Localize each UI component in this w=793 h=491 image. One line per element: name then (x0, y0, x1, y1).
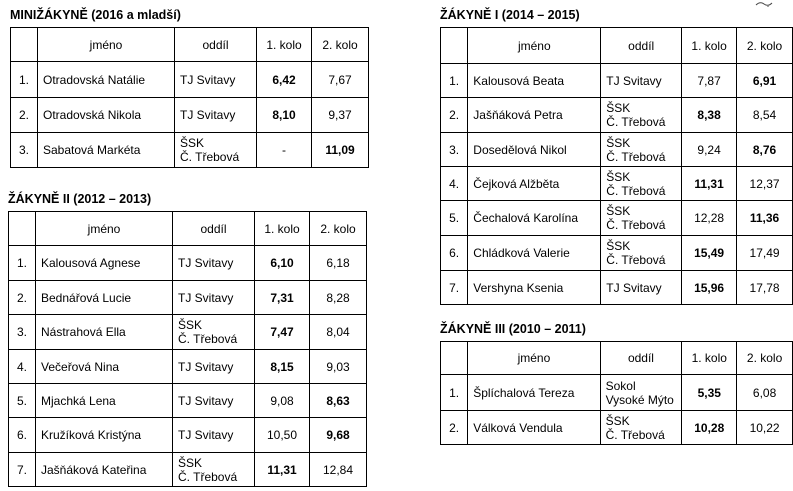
table-row (441, 375, 793, 411)
score-round-2: 10,22 (737, 411, 793, 445)
score-round-2: 6,08 (737, 375, 793, 411)
score-round-2: 17,49 (737, 236, 793, 271)
athlete-name: Mjachká Lena (36, 384, 173, 418)
row-position: 1. (11, 62, 38, 98)
header-club: oddíl (600, 342, 682, 375)
table-row (9, 418, 367, 453)
header-name: jméno (468, 342, 600, 375)
category-mini (10, 8, 369, 168)
category-z2 (8, 192, 367, 487)
score-round-2: 8,54 (737, 98, 793, 133)
athlete-name: Otradovská Nikola (38, 98, 175, 133)
results-table (10, 27, 369, 168)
athlete-name: Nástrahová Ella (36, 315, 173, 350)
score-round-2: 9,37 (312, 98, 369, 133)
row-position: 4. (441, 167, 468, 201)
header-round-2: 2. kolo (737, 342, 793, 375)
score-round-1: 8,38 (682, 98, 737, 133)
table-row (9, 453, 367, 487)
row-position: 5. (441, 201, 468, 236)
athlete-name: Vershyna Ksenia (468, 271, 601, 305)
row-position: 6. (441, 236, 468, 271)
table-row (441, 98, 793, 133)
results-table (440, 341, 793, 445)
results-table (440, 27, 793, 305)
table-row (441, 201, 793, 236)
results-table (8, 211, 367, 487)
club-name: Sokol Vysoké Mýto (600, 375, 682, 411)
row-position: 7. (9, 453, 36, 487)
score-round-1: 7,31 (255, 281, 310, 315)
row-position: 1. (9, 246, 36, 281)
score-round-1: 6,42 (257, 62, 312, 98)
club-name: ŠSK Č. Třebová (601, 201, 682, 236)
category-z3 (440, 322, 793, 445)
score-round-2: 11,36 (737, 201, 793, 236)
athlete-name: Jašňáková Petra (468, 98, 601, 133)
score-round-1: 15,96 (682, 271, 737, 305)
row-position: 2. (441, 98, 468, 133)
score-round-2: 8,28 (310, 281, 367, 315)
category-title: MINIŽÁKYNĚ (2016 a mladší) (10, 8, 181, 22)
score-round-2: 11,09 (312, 133, 369, 168)
club-name: TJ Svitavy (173, 246, 255, 281)
table-row (9, 246, 367, 281)
club-name: ŠSK Č. Třebová (601, 236, 682, 271)
header-row (11, 28, 369, 62)
category-title: ŽÁKYNĚ I (2014 – 2015) (440, 8, 580, 22)
score-round-2: 9,03 (310, 350, 367, 384)
header-pos (441, 342, 468, 375)
club-name: ŠSK Č. Třebová (173, 453, 255, 487)
category-z1 (440, 8, 793, 305)
score-round-1: 12,28 (682, 201, 737, 236)
header-club: oddíl (175, 28, 257, 62)
score-round-2: 8,63 (310, 384, 367, 418)
header-row (441, 28, 793, 64)
header-round-1: 1. kolo (682, 342, 737, 375)
row-position: 2. (11, 98, 38, 133)
table-row (9, 350, 367, 384)
athlete-name: Chládková Valerie (468, 236, 601, 271)
club-name: ŠSK Č. Třebová (175, 133, 257, 168)
club-name: ŠSK Č. Třebová (601, 167, 682, 201)
header-round-2: 2. kolo (310, 212, 367, 246)
row-position: 3. (9, 315, 36, 350)
row-position: 2. (9, 281, 36, 315)
score-round-1: - (257, 133, 312, 168)
athlete-name: Šplíchalová Tereza (468, 375, 600, 411)
club-name: TJ Svitavy (173, 350, 255, 384)
score-round-1: 8,15 (255, 350, 310, 384)
club-name: ŠSK Č. Třebová (601, 98, 682, 133)
score-round-2: 6,18 (310, 246, 367, 281)
row-position: 6. (9, 418, 36, 453)
header-round-2: 2. kolo (737, 28, 793, 64)
table-row (441, 167, 793, 201)
row-position: 1. (441, 64, 468, 98)
score-round-1: 10,28 (682, 411, 737, 445)
header-club: oddíl (601, 28, 682, 64)
athlete-name: Válková Vendula (468, 411, 600, 445)
club-name: TJ Svitavy (601, 271, 682, 305)
table-row (441, 236, 793, 271)
row-position: 3. (441, 133, 468, 167)
header-round-1: 1. kolo (682, 28, 737, 64)
score-round-1: 15,49 (682, 236, 737, 271)
club-name: TJ Svitavy (173, 384, 255, 418)
header-round-2: 2. kolo (312, 28, 369, 62)
header-name: jméno (36, 212, 173, 246)
score-round-1: 5,35 (682, 375, 737, 411)
score-round-2: 17,78 (737, 271, 793, 305)
category-title: ŽÁKYNĚ II (2012 – 2013) (8, 192, 152, 206)
athlete-name: Čejková Alžběta (468, 167, 601, 201)
row-position: 2. (441, 411, 468, 445)
header-name: jméno (468, 28, 601, 64)
table-row (9, 281, 367, 315)
club-name: TJ Svitavy (601, 64, 682, 98)
score-round-1: 7,47 (255, 315, 310, 350)
header-pos (441, 28, 468, 64)
table-row (441, 133, 793, 167)
athlete-name: Kalousová Agnese (36, 246, 173, 281)
score-round-1: 9,24 (682, 133, 737, 167)
score-round-2: 7,67 (312, 62, 369, 98)
club-name: ŠSK Č. Třebová (173, 315, 255, 350)
score-round-2: 12,37 (737, 167, 793, 201)
score-round-1: 8,10 (257, 98, 312, 133)
table-row (9, 384, 367, 418)
table-row (441, 411, 793, 445)
score-round-1: 11,31 (682, 167, 737, 201)
header-name: jméno (38, 28, 175, 62)
score-round-1: 7,87 (682, 64, 737, 98)
club-name: ŠSK Č. Třebová (601, 133, 682, 167)
score-round-1: 9,08 (255, 384, 310, 418)
row-position: 5. (9, 384, 36, 418)
header-pos (9, 212, 36, 246)
table-row (441, 64, 793, 98)
athlete-name: Bednářová Lucie (36, 281, 173, 315)
score-round-2: 12,84 (310, 453, 367, 487)
header-row (9, 212, 367, 246)
score-round-1: 11,31 (255, 453, 310, 487)
header-pos (11, 28, 38, 62)
category-title: ŽÁKYNĚ III (2010 – 2011) (440, 322, 586, 336)
club-name: TJ Svitavy (173, 418, 255, 453)
header-row (441, 342, 793, 375)
score-round-2: 8,76 (737, 133, 793, 167)
athlete-name: Kružíková Kristýna (36, 418, 173, 453)
athlete-name: Jašňáková Kateřina (36, 453, 173, 487)
table-row (11, 98, 369, 133)
score-round-2: 9,68 (310, 418, 367, 453)
row-position: 7. (441, 271, 468, 305)
athlete-name: Sabatová Markéta (38, 133, 175, 168)
table-row (11, 133, 369, 168)
club-name: ŠSK Č. Třebová (600, 411, 682, 445)
athlete-name: Čechalová Karolína (468, 201, 601, 236)
club-name: TJ Svitavy (175, 98, 257, 133)
table-row (11, 62, 369, 98)
score-round-1: 10,50 (255, 418, 310, 453)
club-name: TJ Svitavy (175, 62, 257, 98)
athlete-name: Kalousová Beata (468, 64, 601, 98)
score-round-2: 8,04 (310, 315, 367, 350)
athlete-name: Otradovská Natálie (38, 62, 175, 98)
row-position: 3. (11, 133, 38, 168)
table-row (9, 315, 367, 350)
header-round-1: 1. kolo (257, 28, 312, 62)
athlete-name: Večeřová Nina (36, 350, 173, 384)
row-position: 4. (9, 350, 36, 384)
header-round-1: 1. kolo (255, 212, 310, 246)
club-name: TJ Svitavy (173, 281, 255, 315)
row-position: 1. (441, 375, 468, 411)
table-row (441, 271, 793, 305)
logo-mark-icon (754, 0, 774, 8)
header-club: oddíl (173, 212, 255, 246)
athlete-name: Dosedělová Nikol (468, 133, 601, 167)
score-round-2: 6,91 (737, 64, 793, 98)
score-round-1: 6,10 (255, 246, 310, 281)
